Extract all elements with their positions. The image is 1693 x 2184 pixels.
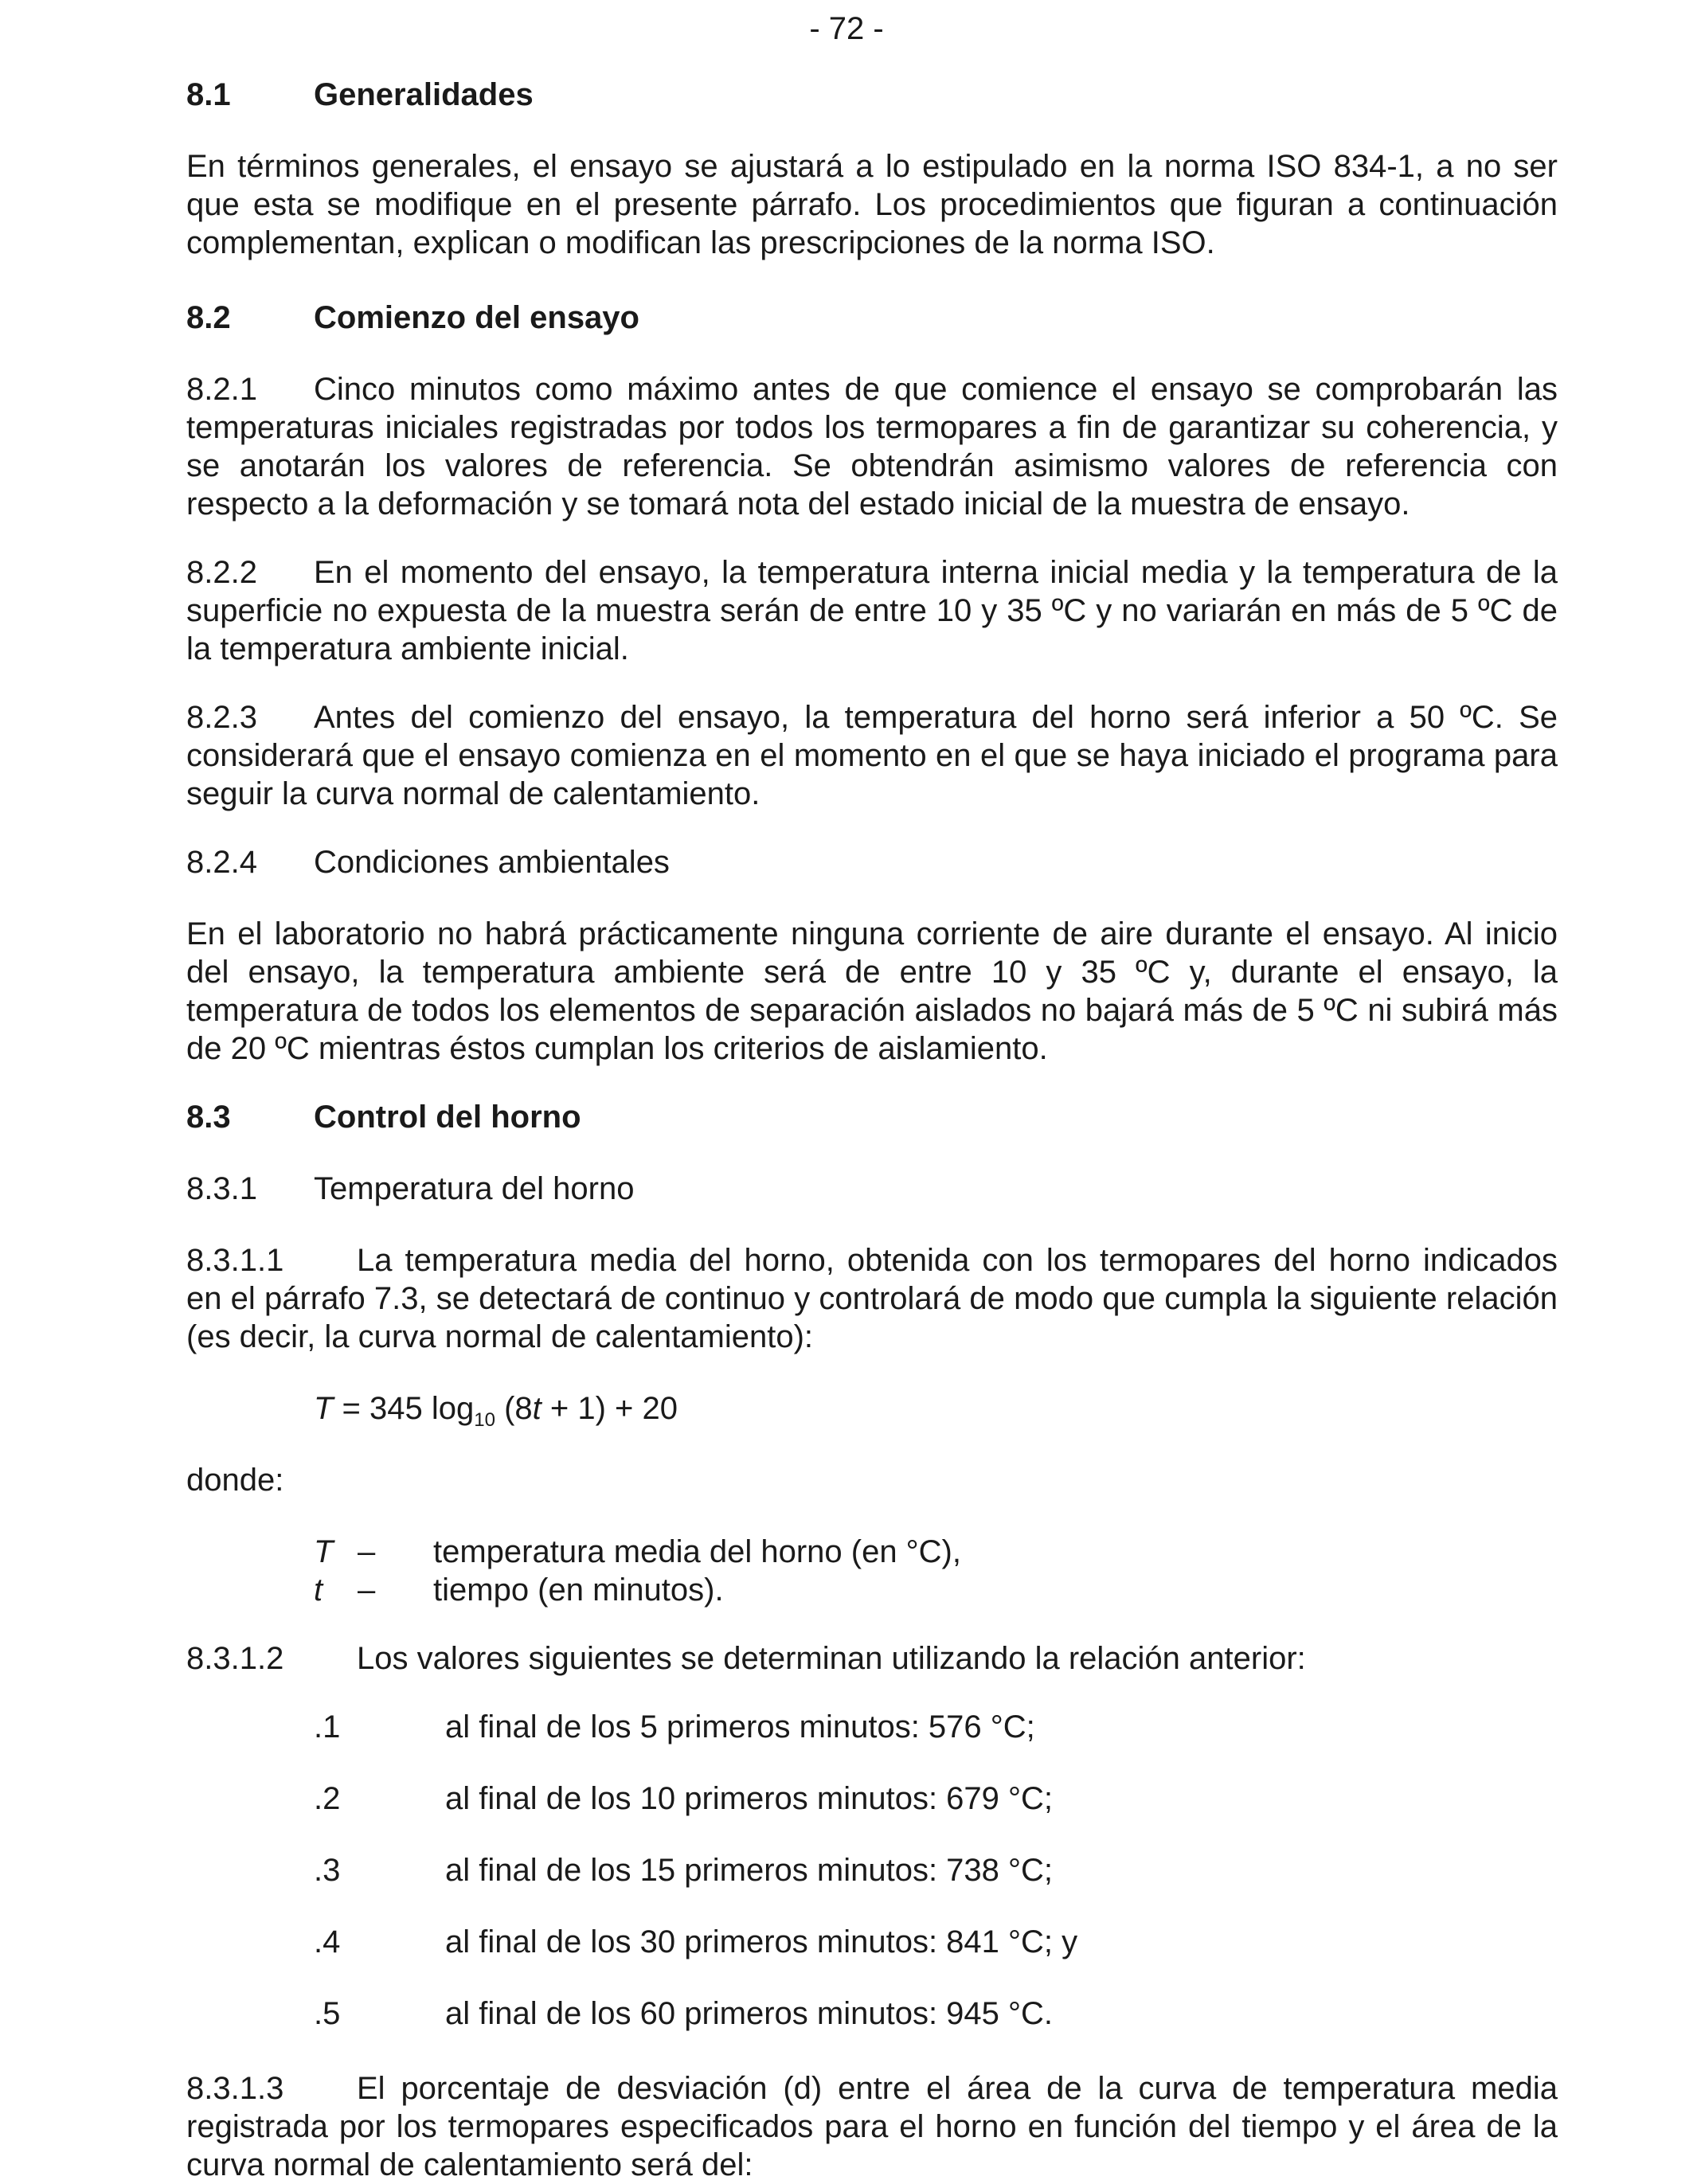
paragraph-number: 8.3.1.1 bbox=[186, 1243, 284, 1278]
paragraph-8-3-1-2 bbox=[186, 1639, 1558, 1678]
list-text: al final de los 5 primeros minutos: 576 °C; bbox=[445, 1709, 1035, 1744]
definition-row bbox=[314, 1533, 1558, 1571]
section-title: Generalidades bbox=[314, 77, 534, 112]
paragraph-number: 8.3.1.2 bbox=[186, 1641, 284, 1676]
list-index: .4 bbox=[314, 1924, 341, 1959]
formula-part: (8 bbox=[495, 1391, 533, 1426]
formula bbox=[314, 1389, 1558, 1431]
list-item bbox=[314, 1780, 1558, 1818]
section-title: Control del horno bbox=[314, 1100, 581, 1135]
paragraph-8-2-4: En el laboratorio no habrá prácticamente ninguna corriente de aire durante el ensayo. Al inicio del ensayo, la temperatura ambiente será de entre 10 y 35 ºC y, durante el ensayo, la temperatura de todos los elementos de separación aislados no bajará más de 5 ºC ni subirá más de 20 ºC mientras éstos cumplan los criterios de aislamiento. bbox=[186, 916, 1558, 1066]
definition-text: temperatura media del horno (en °C), bbox=[433, 1534, 961, 1569]
list-text: al final de los 10 primeros minutos: 679 °C; bbox=[445, 1781, 1054, 1816]
subsection-title: Temperatura del horno bbox=[314, 1171, 635, 1206]
page-number: - 72 - bbox=[809, 11, 884, 46]
paragraph-text: Los valores siguientes se determinan utilizando la relación anterior: bbox=[357, 1641, 1306, 1676]
paragraph-text: Cinco minutos como máximo antes de que comience el ensayo se comprobarán las temperaturas iniciales registradas por todos los termopares a fin de garantizar su coherencia, y se anotarán los valores de referencia. Se obtendrán asimismo valores de referencia con respecto a la deformación y se tomará nota del estado inicial de la muestra de ensayo. bbox=[186, 372, 1558, 522]
list-index: .3 bbox=[314, 1853, 341, 1888]
paragraph-text: Antes del comienzo del ensayo, la temperatura del horno será inferior a 50 ºC. Se considerará que el ensayo comienza en el momento en el que se haya iniciado el programa para seguir la curva normal de calentamiento. bbox=[186, 700, 1558, 811]
definition-text: tiempo (en minutos). bbox=[433, 1573, 724, 1608]
paragraph-number: 8.2.3 bbox=[186, 700, 257, 735]
list-text: al final de los 15 primeros minutos: 738 °C; bbox=[445, 1853, 1054, 1888]
paragraph-text: El porcentaje de desviación (d) entre el área de la curva de temperatura media registrada por los termopares especificados para el horno en función del tiempo y el área de la curva normal de calentamiento será del: bbox=[186, 2071, 1558, 2182]
list-item bbox=[314, 1708, 1558, 1746]
subsection-title: Condiciones ambientales bbox=[314, 845, 670, 880]
list-index: .5 bbox=[314, 1996, 341, 2031]
list-index: .2 bbox=[314, 1781, 341, 1816]
paragraph-number: 8.2.2 bbox=[186, 555, 257, 590]
paragraph-8-2-2 bbox=[186, 553, 1558, 668]
subsection-heading-8-2-4 bbox=[186, 843, 1558, 881]
paragraph-text: En el momento del ensayo, la temperatura interna inicial media y la temperatura de la superficie no expuesta de la muestra serán de entre 10 y 35 ºC y no variarán en más de 5 ºC de la temperatura ambiente inicial. bbox=[186, 555, 1558, 666]
paragraph-number: 8.3.1.3 bbox=[186, 2071, 284, 2106]
document-body bbox=[186, 76, 1558, 2184]
section-title: Comienzo del ensayo bbox=[314, 300, 639, 335]
list-item bbox=[314, 1851, 1558, 1889]
paragraph-8-3-1-3 bbox=[186, 2069, 1558, 2184]
paragraph-8-2-1 bbox=[186, 370, 1558, 523]
paragraph-number: 8.2.4 bbox=[186, 845, 257, 880]
definition-dash: – bbox=[358, 1534, 376, 1569]
definition-dash: – bbox=[358, 1573, 376, 1608]
variable-definitions bbox=[314, 1533, 1558, 1609]
section-number: 8.1 bbox=[186, 77, 231, 112]
list-index: .1 bbox=[314, 1709, 341, 1744]
formula-part: + 1) + 20 bbox=[541, 1391, 678, 1426]
paragraph-8-1: En términos generales, el ensayo se ajustará a lo estipulado en la norma ISO 834-1, a no ser que esta se modifique en el presente párrafo. Los procedimientos que figuran a continuación complementan, explican o modifican las prescripciones de la norma ISO. bbox=[186, 149, 1558, 260]
section-number: 8.2 bbox=[186, 300, 231, 335]
formula-subscript: 10 bbox=[474, 1409, 495, 1431]
section-heading-8-3 bbox=[186, 1098, 1558, 1136]
list-item bbox=[314, 1995, 1558, 2033]
formula-variable: T bbox=[314, 1391, 334, 1426]
paragraph-text: La temperatura media del horno, obtenida con los termopares del horno indicados en el párrafo 7.3, se detectará de continuo y controlará de modo que cumpla la siguiente relación (es decir, la curva normal de calentamiento): bbox=[186, 1243, 1558, 1354]
section-heading-8-2 bbox=[186, 299, 1558, 337]
section-number: 8.3 bbox=[186, 1100, 231, 1135]
list-text: al final de los 60 primeros minutos: 945 °C. bbox=[445, 1996, 1054, 2031]
definition-symbol: t bbox=[314, 1573, 323, 1608]
definition-row bbox=[314, 1571, 1558, 1609]
definition-symbol: T bbox=[314, 1534, 334, 1569]
formula-variable: t bbox=[532, 1391, 542, 1426]
formula-part: = 345 log bbox=[333, 1391, 475, 1426]
paragraph-number: 8.3.1 bbox=[186, 1171, 257, 1206]
paragraph-number: 8.2.1 bbox=[186, 372, 257, 407]
paragraph-8-3-1-1 bbox=[186, 1241, 1558, 1356]
subsection-heading-8-3-1 bbox=[186, 1170, 1558, 1208]
donde-label: donde: bbox=[186, 1463, 284, 1498]
paragraph-8-2-3 bbox=[186, 698, 1558, 813]
list-text: al final de los 30 primeros minutos: 841 °C; y bbox=[445, 1924, 1078, 1959]
section-heading-8-1 bbox=[186, 76, 1558, 114]
list-item bbox=[314, 1923, 1558, 1961]
